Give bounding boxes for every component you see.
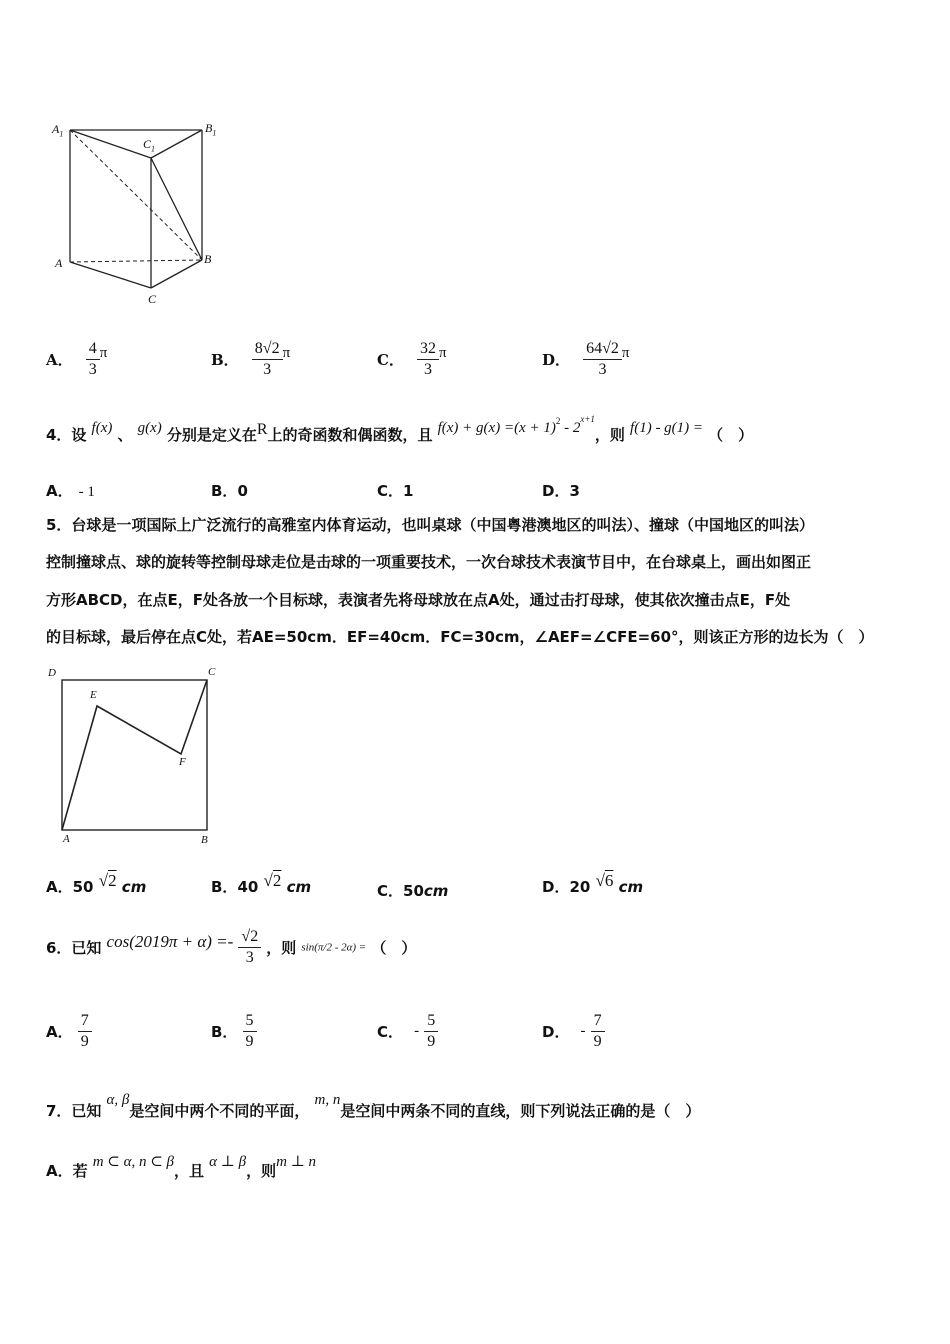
- q6-option-a[interactable]: A． $\frac{7}{9}$: [46, 1012, 92, 1051]
- q5-line-1: 5．台球是一项国际上广泛流行的高雅室内体育运动，也叫桌球（中国粤港澳地区的叫法）、撞球（中国地区的叫法）: [46, 516, 814, 534]
- q6-option-d[interactable]: D． - $\frac{7}{9}$: [542, 1012, 605, 1051]
- prism-figure: [40, 115, 240, 315]
- label-F: F: [179, 756, 186, 768]
- q5-line-4: 的目标球，最后停在点C处，若AE=50cm．EF=40cm．FC=30cm，∠AEF=∠CFE=60°，则该正方形的边长为（ ）: [46, 628, 874, 646]
- q4-option-b[interactable]: B．0: [211, 482, 248, 500]
- q6-option-c[interactable]: C． - $\frac{5}{9}$: [377, 1012, 438, 1051]
- label-C-square: C: [208, 666, 216, 678]
- q6-option-b[interactable]: B． $\frac{5}{9}$: [211, 1012, 257, 1051]
- q3-option-d[interactable]: D． $\frac{64√2}{3}$ π: [542, 340, 630, 378]
- q4-option-a[interactable]: A． - 1: [46, 482, 95, 500]
- q5-line-2: 控制撞球点、球的旋转等控制母球走位是击球的一项重要技术，一次台球技术表演节目中，在台球桌上，画出如图正: [46, 553, 812, 571]
- q5-line-3: 方形ABCD，在点E，F处各放一个目标球，表演者先将母球放在点A处，通过击打母球，使其依次撞击点E，F处: [46, 591, 791, 609]
- q7-option-a[interactable]: A．若 m ⊂ α, n ⊂ β，且 α ⊥ β，则m ⊥ n: [46, 1154, 317, 1180]
- q5-option-b[interactable]: B．40 √2 cm: [211, 871, 312, 896]
- q3-option-a[interactable]: A． $\frac{4}{3}$ π: [46, 340, 108, 378]
- q5-option-a[interactable]: A．50 √2 cm: [46, 871, 147, 896]
- q4-option-d[interactable]: D．3: [542, 482, 580, 500]
- label-B: B: [204, 252, 212, 266]
- q6-stem: 6．已知 cos(2019π + α) =- $\frac{√2}{3}$ ，则 sin(π/2 - 2α) = （ ）: [46, 928, 417, 966]
- label-B1: $B_1$: [205, 121, 217, 138]
- q3-option-c[interactable]: C． $\frac{32}{3}$ π: [377, 340, 447, 378]
- label-A1: $A_1$: [52, 122, 64, 139]
- label-B-square: B: [201, 834, 208, 846]
- label-D: D: [48, 667, 56, 679]
- square-figure: [55, 675, 215, 840]
- label-C: C: [148, 292, 157, 306]
- q7-stem: 7．已知 α, β是空间中两个不同的平面， m, n是空间中两条不同的直线，则下列说法正确的是（ ）: [46, 1092, 701, 1120]
- q5-option-d[interactable]: D．20 √6 cm: [542, 871, 644, 896]
- q4-stem: 4．设 f(x) 、 g(x) 分别是定义在R上的奇函数和偶函数，且 $f(x) + g(x) =(x + 1)^2 - 2^{x+1}$，则 f(1) - g(1) = （ ）: [46, 413, 754, 444]
- label-C1: $C_1$: [143, 137, 156, 154]
- q5-option-c[interactable]: C．50cm: [377, 882, 449, 900]
- q3-option-b[interactable]: B． $\frac{8√2}{3}$ π: [211, 340, 291, 378]
- q4-option-c[interactable]: C．1: [377, 482, 414, 500]
- label-A: A: [55, 256, 63, 270]
- label-A-square: A: [63, 833, 70, 845]
- label-E: E: [90, 689, 97, 701]
